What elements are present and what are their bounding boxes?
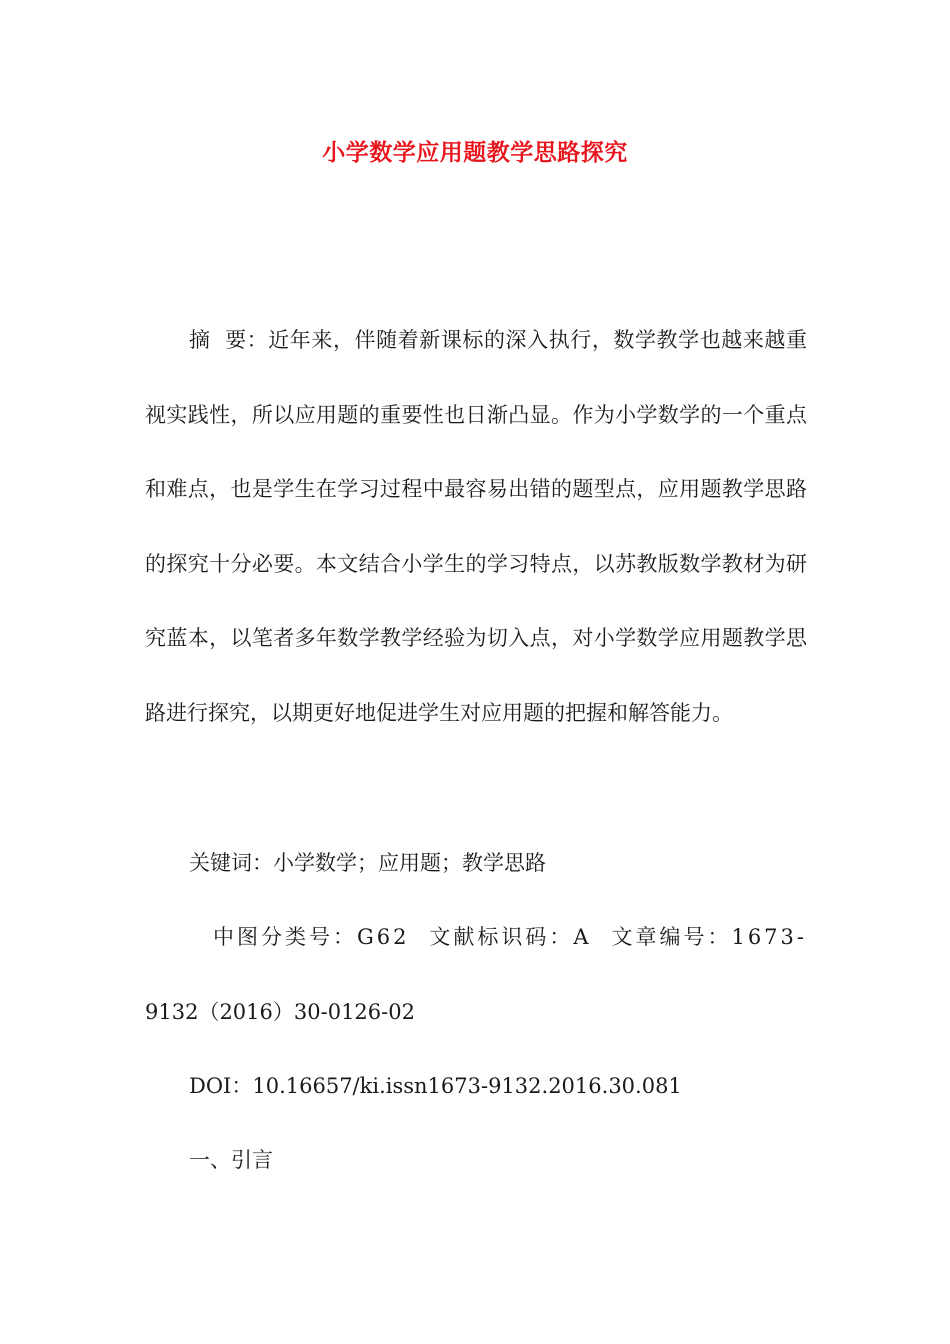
- document-code: 文献标识码：A: [429, 925, 592, 949]
- classification-paragraph: [145, 900, 807, 1049]
- section-heading: 一、引言: [189, 1148, 273, 1172]
- keywords-label: 关键词：: [189, 851, 273, 875]
- article-number-continued: 9132（2016）30-0126-02: [145, 999, 415, 1024]
- keywords-paragraph: [145, 826, 807, 901]
- document-title: 小学数学应用题教学思路探究: [322, 139, 628, 166]
- abstract-paragraph: [145, 303, 807, 750]
- keywords-text: 小学数学；应用题；教学思路: [273, 851, 546, 875]
- classification-row: [145, 900, 807, 975]
- clc-number: 中图分类号：G62: [213, 925, 410, 949]
- doi-line: DOI：10.16657/ki.issn1673-9132.2016.30.081: [189, 1074, 682, 1098]
- article-number: 文章编号：1673-: [611, 925, 807, 949]
- abstract-label: 摘 要：: [189, 328, 269, 352]
- abstract-text: 近年来，伴随着新课标的深入执行，数学教学也越来越重视实践性，所以应用题的重要性也日渐凸显。作为小学数学的一个重点和难点，也是学生在学习过程中最容易出错的题型点，应用题教学思路的探究十分必要。本文结合小学生的学习特点，以苏教版数学教材为研究蓝本，以笔者多年数学教学经验为切入点，对小学数学应用题教学思路进行探究，以期更好地促进学生对应用题的把握和解答能力。: [145, 328, 808, 725]
